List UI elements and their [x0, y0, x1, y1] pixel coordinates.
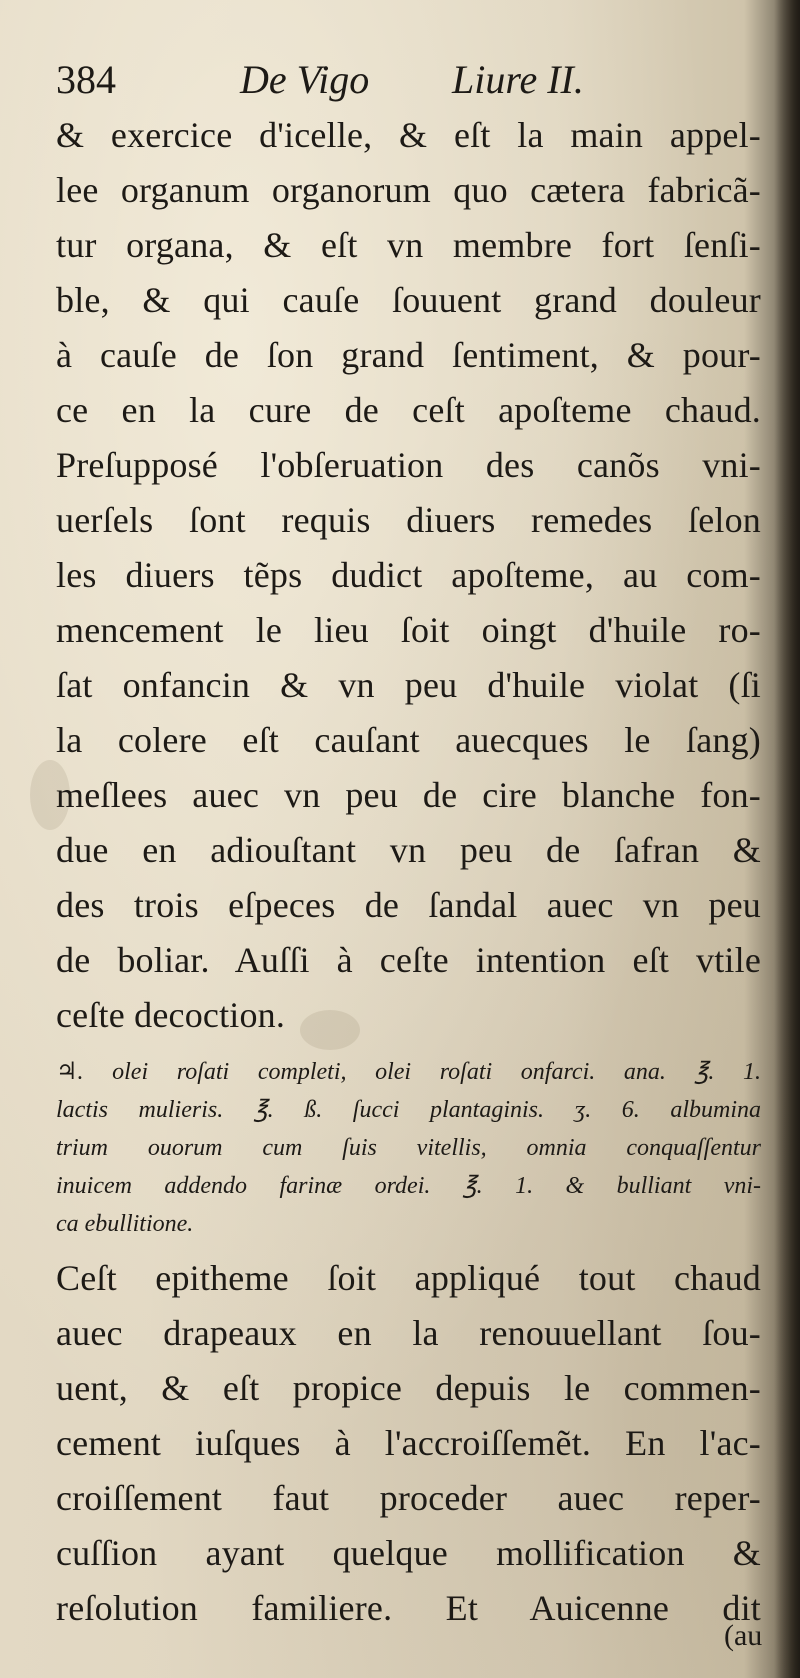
- text-line: ceſte decoction.: [56, 995, 286, 1035]
- text-line: Ceſt epitheme ſoit appliqué tout chaud: [56, 1258, 761, 1298]
- recipe-line: lactis mulieris. ℥. ß. ſucci plantaginis. ʒ. 6. albumina: [56, 1097, 761, 1123]
- text-line: Preſupposé l'obſeruation des canõs vni-: [56, 445, 761, 485]
- text-line: croiſſement faut proceder auec reper-: [56, 1478, 761, 1518]
- text-line: uerſels ſont requis diuers remedes ſelon: [56, 500, 761, 540]
- text-line: des trois eſpeces de ſandal auec vn peu: [56, 885, 761, 925]
- text-line: tur organa, & eſt vn membre fort ſenſi-: [56, 225, 761, 265]
- book-title: De Vigo: [240, 57, 370, 102]
- text-line: cement iuſques à l'accroiſſemẽt. En l'ac-: [56, 1423, 761, 1463]
- text-line: reſolution familiere. Et Auicenne dit: [56, 1588, 761, 1628]
- paragraph-2: [56, 1251, 761, 1636]
- text-line: de boliar. Auſſi à ceſte intention eſt vtile: [56, 940, 761, 980]
- recipe-line: ca ebullitione.: [56, 1211, 194, 1237]
- text-line: due en adiouſtant vn peu de ſafran &: [56, 830, 761, 870]
- text-line: les diuers tẽps dudict apoſteme, au com-: [56, 555, 761, 595]
- text-line: uent, & eſt propice depuis le commen-: [56, 1368, 761, 1408]
- text-line: ce en la cure de ceſt apoſteme chaud.: [56, 390, 761, 430]
- text-line: & exercice d'icelle, & eſt la main appel-: [56, 115, 761, 155]
- recipe-line: inuicem addendo farinæ ordei. ℥. 1. & bulliant vni-: [56, 1173, 761, 1199]
- running-head: [56, 50, 756, 110]
- page-number: 384: [56, 57, 116, 102]
- recipe-line: ♃. olei roſati completi, olei roſati onfarci. ana. ℥. 1.: [56, 1059, 761, 1085]
- text-block: [56, 108, 761, 1636]
- text-line: ble, & qui cauſe ſouuent grand douleur: [56, 280, 761, 320]
- text-line: cuſſion ayant quelque mollification &: [56, 1533, 761, 1573]
- book-section: Liure II.: [452, 57, 584, 102]
- text-line: lee organum organorum quo cætera fabricã-: [56, 170, 761, 210]
- text-line: meſlees auec vn peu de cire blanche fon-: [56, 775, 761, 815]
- binding-gutter-shadow: [774, 0, 800, 1678]
- text-line: ſat onfancin & vn peu d'huile violat (ſi: [56, 665, 761, 705]
- recipe-line: trium ouorum cum ſuis vitellis, omnia conquaſſentur: [56, 1135, 761, 1161]
- catchword: (au: [724, 1619, 763, 1652]
- text-line: à cauſe de ſon grand ſentiment, & pour-: [56, 335, 761, 375]
- text-line: mencement le lieu ſoit oingt d'huile ro-: [56, 610, 761, 650]
- text-line: la colere eſt cauſant auecques le ſang): [56, 720, 761, 760]
- recipe-block: [56, 1053, 761, 1243]
- text-line: auec drapeaux en la renouuellant ſou-: [56, 1313, 761, 1353]
- paragraph-1: [56, 108, 761, 1043]
